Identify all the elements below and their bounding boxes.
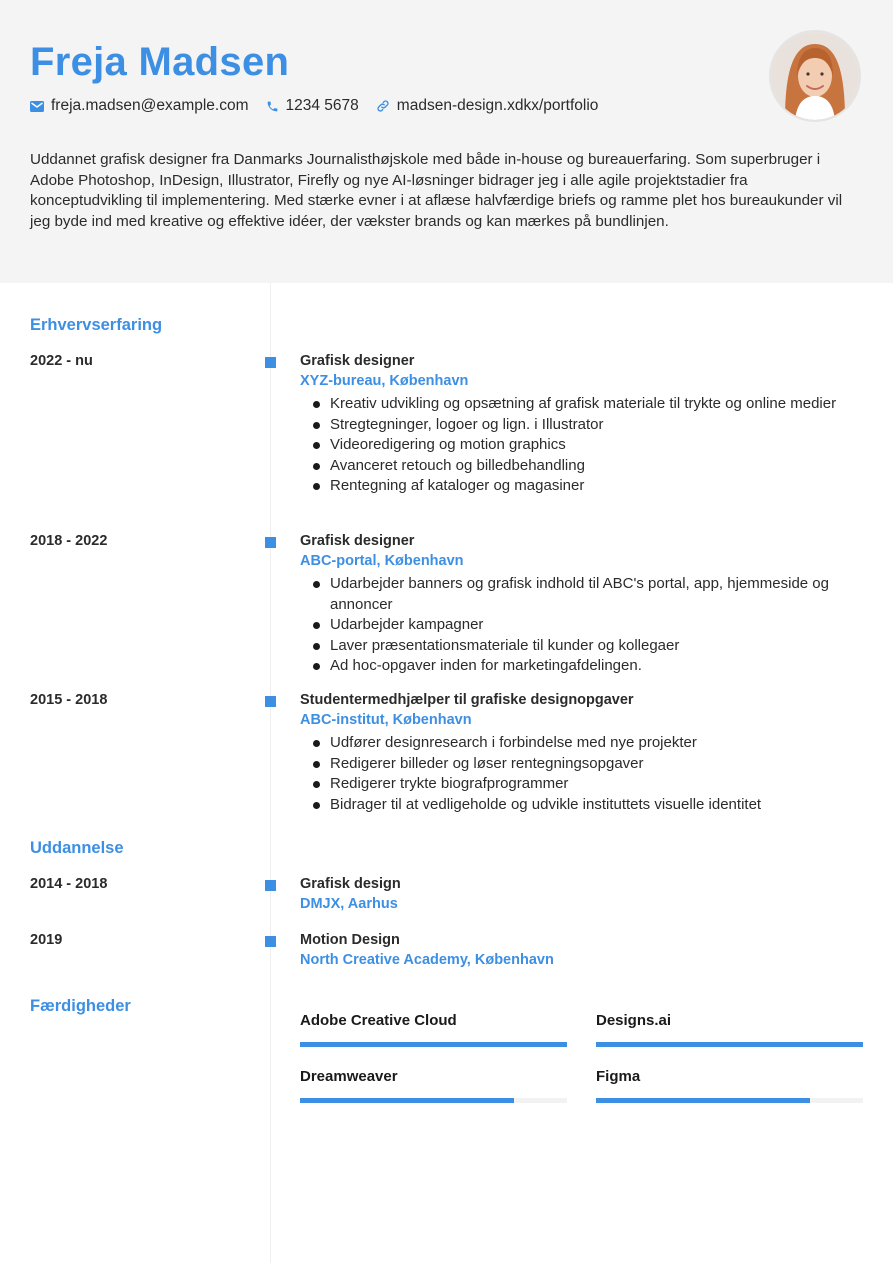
skill-level-bar bbox=[300, 1042, 567, 1047]
entry-organization: ABC-institut, København bbox=[300, 712, 472, 728]
person-name: Freja Madsen bbox=[30, 40, 290, 84]
contact-phone[interactable] bbox=[266, 97, 359, 115]
skill-name: Designs.ai bbox=[596, 1012, 672, 1029]
entry-date: 2015 - 2018 bbox=[30, 692, 108, 708]
skill-level-fill bbox=[300, 1042, 567, 1047]
section-title-skills: Færdigheder bbox=[30, 997, 131, 1015]
email-text: freja.madsen@example.com bbox=[51, 97, 249, 114]
contact-line bbox=[30, 97, 615, 115]
skill-level-fill bbox=[300, 1098, 514, 1103]
entry-title: Motion Design bbox=[300, 932, 400, 948]
header bbox=[0, 0, 893, 283]
website-text: madsen-design.xdkx/portfolio bbox=[396, 97, 599, 114]
skill-level-fill bbox=[596, 1042, 863, 1047]
skill-level-bar bbox=[596, 1098, 863, 1103]
list-item: Udarbejder banners og grafisk indhold til ABC's portal, app, hjemmeside og annoncer bbox=[330, 574, 865, 615]
list-item: Bidrager til at vedligeholde og udvikle instituttets visuelle identitet bbox=[330, 795, 865, 816]
list-item: Kreativ udvikling og opsætning af grafisk materiale til trykte og online medier bbox=[330, 394, 865, 415]
timeline-marker bbox=[265, 696, 276, 707]
skill-level-fill bbox=[596, 1098, 810, 1103]
entry-bullets bbox=[330, 733, 865, 815]
skill-level-bar bbox=[300, 1098, 567, 1103]
section-title-education: Uddannelse bbox=[30, 839, 124, 857]
entry-organization: North Creative Academy, København bbox=[300, 952, 554, 968]
profile-photo bbox=[769, 30, 861, 122]
list-item: Ad hoc-opgaver inden for marketingafdelingen. bbox=[330, 656, 865, 677]
skill-item bbox=[300, 1012, 567, 1029]
timeline-marker bbox=[265, 880, 276, 891]
skill-item bbox=[596, 1068, 863, 1085]
list-item: Rentegning af kataloger og magasiner bbox=[330, 476, 865, 497]
list-item: Udfører designresearch i forbindelse med nye projekter bbox=[330, 733, 865, 754]
list-item: Redigerer billeder og løser rentegningsopgaver bbox=[330, 754, 865, 775]
entry-date: 2014 - 2018 bbox=[30, 876, 108, 892]
link-icon bbox=[376, 99, 390, 113]
list-item: Stregtegninger, logoer og lign. i Illustrator bbox=[330, 415, 865, 436]
contact-email[interactable] bbox=[30, 97, 249, 115]
skill-level-bar bbox=[596, 1042, 863, 1047]
entry-date: 2019 bbox=[30, 932, 63, 948]
skill-item bbox=[300, 1068, 567, 1085]
entry-organization: ABC-portal, København bbox=[300, 553, 464, 569]
entry-organization: XYZ-bureau, København bbox=[300, 373, 469, 389]
timeline-marker bbox=[265, 936, 276, 947]
entry-title: Grafisk designer bbox=[300, 353, 415, 369]
entry-date: 2022 - nu bbox=[30, 353, 93, 369]
skill-item bbox=[596, 1012, 863, 1029]
list-item: Videoredigering og motion graphics bbox=[330, 435, 865, 456]
phone-icon bbox=[266, 100, 279, 113]
entry-title: Grafisk designer bbox=[300, 533, 415, 549]
list-item: Redigerer trykte biografprogrammer bbox=[330, 774, 865, 795]
skill-name: Dreamweaver bbox=[300, 1068, 398, 1085]
section-title-experience: Erhvervserfaring bbox=[30, 316, 163, 334]
entry-bullets bbox=[330, 574, 865, 677]
entry-organization: DMJX, Aarhus bbox=[300, 896, 398, 912]
timeline-marker bbox=[265, 537, 276, 548]
timeline-marker bbox=[265, 357, 276, 368]
entry-bullets bbox=[330, 394, 865, 497]
list-item: Udarbejder kampagner bbox=[330, 615, 865, 636]
skill-name: Figma bbox=[596, 1068, 641, 1085]
entry-date: 2018 - 2022 bbox=[30, 533, 108, 549]
list-item: Avanceret retouch og billedbehandling bbox=[330, 456, 865, 477]
phone-text: 1234 5678 bbox=[285, 97, 359, 114]
list-item: Laver præsentationsmateriale til kunder og kollegaer bbox=[330, 636, 865, 657]
contact-website[interactable] bbox=[376, 97, 599, 115]
entry-title: Studentermedhjælper til grafiske designopgaver bbox=[300, 692, 634, 708]
entry-title: Grafisk design bbox=[300, 876, 401, 892]
profile-summary: Uddannet grafisk designer fra Danmarks Journalisthøjskole med både in-house og bureauerfaring. Som superbruger i Adobe Photoshop, InDesign, Illustrator, Firefly og nye AI-løsninger bidrager jeg i alle agile projektstadier fra konceptudvikling til implementering. Med stærke evner i at aflæse halvfærdige briefs og ramme plet hos bureaukunder vil jeg byde ind med kreative og effektive idéer, der vækster brands og kan mærkes på bundlinjen. bbox=[30, 151, 843, 230]
email-icon bbox=[30, 101, 44, 112]
skill-name: Adobe Creative Cloud bbox=[300, 1012, 457, 1029]
timeline-divider bbox=[270, 283, 271, 1263]
